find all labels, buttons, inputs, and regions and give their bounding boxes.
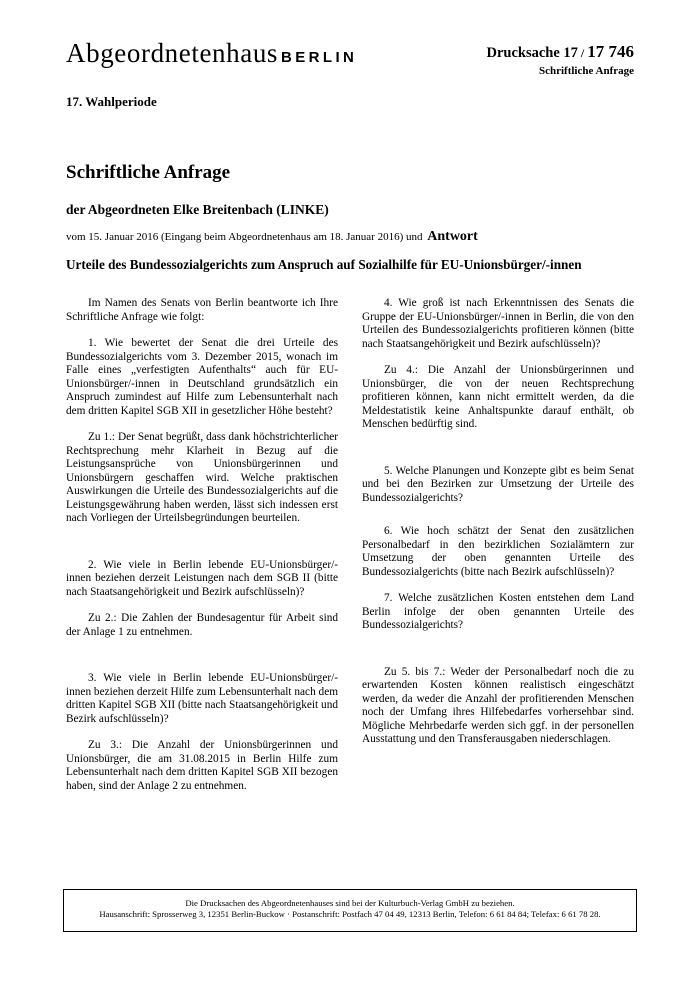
paragraph: 7. Welche zusätzlichen Kosten entstehen dem Land Berlin infolge der oben genannten Urteile des Bundessozialgerichts? [362,592,634,631]
subject-line: Urteile des Bundessozialgerichts zum Anspruch auf Sozialhilfe für EU-Unionsbürger/-innen [66,257,582,272]
letterhead-name: Abgeordnetenhaus [66,38,279,68]
paragraph: Zu 1.: Der Senat begrüßt, dass dank höchstrichterlicher Rechtsprechung mehr Klarheit in Bezug auf die Leistungsansprüche von Unionsbürgerinnen und Unionsbürgern geschaffen wird. Welche praktischen Auswirkungen die Urteile des Bundessozialgerichts auf die Leistungsgewährung haben werden, lässt sich indessen erst nach Vorliegen der Urteilsbegründungen beurteilen. [66,431,338,524]
page-title: Schriftliche Anfrage [66,162,231,183]
paragraph: 2. Wie viele in Berlin lebende EU-Unionsbürger/-innen beziehen derzeit Leistungen nach dem SGB II (bitte nach Staatsangehörigkeit und Bezirk aufschlüsseln)? [66,558,338,598]
footer-line-2: Hausanschrift: Sprosserweg 3, 12351 Berlin-Buckow · Postanschrift: Postfach 47 04 49, 12313 Berlin, Telefon: 6 61 84 84; Telefax: 6 61 78 28. [99,909,601,919]
left-column [66,297,338,793]
paragraph: Zu 5. bis 7.: Weder der Personalbedarf noch die zu erwartenden Kosten können realistisch eingeschätzt werden, da weder die Anzahl der profitierenden Menschen noch der Umfang ihres Hilfebedarfes vorhersehbar sind. Mögliche Mehrbedarfe werden sich ggf. in der personellen Ausstattung und den Transferausgaben niederschlagen. [362,665,634,745]
paragraph: 4. Wie groß ist nach Erkenntnissen des Senats die Gruppe der EU-Unionsbürger/-innen in Berlin, die von den Urteilen des Bundessozialgerichts profitieren können (bitte nach Staatsangehörigkeit und Bezirk aufschlüsseln)? [362,297,634,350]
paragraph: Zu 2.: Die Zahlen der Bundesagentur für Arbeit sind der Anlage 1 zu entnehmen. [66,612,338,638]
paragraph: 1. Wie bewertet der Senat die drei Urteile des Bundessozialgerichts vom 3. Dezember 2015, wonach im Falle eines „verfestigten Aufenthalts“ auch für EU-Unionsbürger/-innen in Deutschland grundsätzlich ein Anspruch zumindest auf Hilfe zum Lebensunterhalt nach dem dritten Kapitel SGB XII in gesetzlicher Höhe besteht? [66,337,338,417]
paragraph: 6. Wie hoch schätzt der Senat den zusätzlichen Personalbedarf in den bezirklichen Sozialämtern zur Umsetzung der oben genannten Urteile des Bundessozialgerichts (bitte nach Bezirk aufschlüsseln)? [362,525,634,578]
document-type: Schriftliche Anfrage [538,65,634,77]
footer-box [63,889,637,932]
wahlperiode: 17. Wahlperiode [66,94,157,109]
drucksache-number: 17 746 [587,42,634,61]
letterhead-city: BERLIN [281,49,358,66]
paragraph: Im Namen des Senats von Berlin beantworte ich Ihre Schriftliche Anfrage wie folgt: [66,297,338,323]
drucksache-prefix: Drucksache 17 [486,45,578,61]
drucksache-block [486,42,634,77]
letterhead-logo [66,38,357,69]
paragraph: 3. Wie viele in Berlin lebende EU-Unionsbürger/-innen beziehen derzeit Hilfe zum Lebensunterhalt nach dem dritten Kapitel SGB XII (bitte nach Staatsangehörigkeit und Bezirk aufschlüsseln)? [66,672,338,725]
paragraph: 5. Welche Planungen und Konzepte gibt es beim Senat und bei den Bezirken zur Umsetzung der Urteile des Bundessozialgerichts? [362,464,634,504]
author-line: der Abgeordneten Elke Breitenbach (LINKE) [66,202,329,217]
drucksache-number-line [486,42,634,62]
paragraph: Zu 3.: Die Anzahl der Unionsbürgerinnen und Unionsbürger, die am 31.08.2015 in Berlin Hilfe zum Lebensunterhalt nach dem dritten Kapitel SGB XII bezogen haben, sind der Anlage 2 zu entnehmen. [66,739,338,792]
footer-line-1: Die Drucksachen des Abgeordnetenhauses sind bei der Kulturbuch-Verlag GmbH zu beziehen. [185,898,515,908]
answer-label: Antwort [427,229,478,244]
date-line [66,229,478,245]
date-text: vom 15. Januar 2016 (Eingang beim Abgeordnetenhaus am 18. Januar 2016) und [66,231,423,243]
right-column [362,297,634,747]
drucksache-separator: / [577,46,588,60]
paragraph: Zu 4.: Die Anzahl der Unionsbürgerinnen und Unionsbürger, die von der neuen Rechtsprechung profitieren können, kann nicht ermittelt werden, da die Meldestatistik keine Anhaltspunkte darauf enthält, ob Menschen bedürftig sind. [362,364,634,430]
